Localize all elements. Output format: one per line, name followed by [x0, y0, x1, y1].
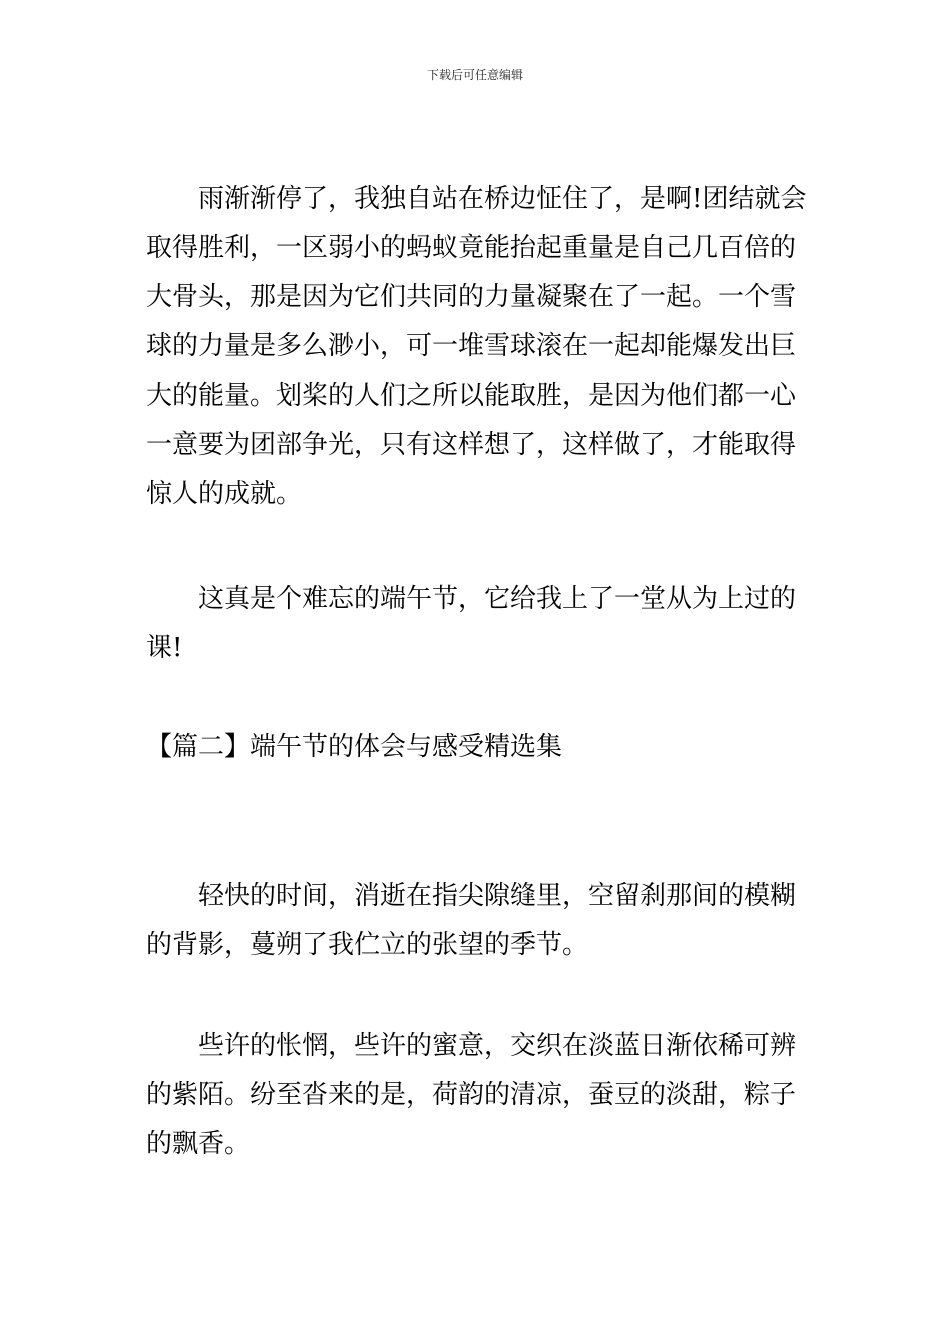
paragraph-3-line-1: 轻快的时间，消逝在指尖隙缝里，空留刹那间的模糊	[198, 881, 797, 911]
paragraph-1-line-1: 雨渐渐停了，我独自站在桥边怔住了，是啊!团结就会	[198, 184, 807, 214]
page-header-note: 下载后可任意编辑	[426, 68, 523, 82]
paragraph-4-line-3: 的飘香。	[146, 1129, 251, 1159]
paragraph-4-line-2: 的紫陌。纷至沓来的是，荷韵的清凉，蚕豆的淡甜，粽子	[146, 1080, 797, 1110]
paragraph-1-line-7: 惊人的成就。	[146, 479, 303, 509]
paragraph-2-line-1: 这真是个难忘的端午节，它给我上了一堂从为上过的	[198, 584, 797, 614]
paragraph-1-line-3: 大骨头，那是因为它们共同的力量凝聚在了一起。一个雪	[146, 282, 797, 312]
paragraph-4-line-1: 些许的怅惘，些许的蜜意，交织在淡蓝日渐依稀可辨	[198, 1031, 797, 1061]
section-heading: 【篇二】端午节的体会与感受精选集	[146, 732, 563, 762]
paragraph-2-line-2: 课!	[146, 633, 183, 663]
paragraph-1-line-2: 取得胜利，一区弱小的蚂蚁竟能抬起重量是自己几百倍的	[146, 233, 797, 263]
paragraph-3-line-2: 的背影，蔓朔了我伫立的张望的季节。	[146, 930, 589, 960]
paragraph-1-line-6: 一意要为团部争光，只有这样想了，这样做了，才能取得	[146, 430, 797, 460]
paragraph-1-line-5: 大的能量。划桨的人们之所以能取胜，是因为他们都一心	[146, 381, 797, 411]
paragraph-1-line-4: 球的力量是多么渺小，可一堆雪球滚在一起却能爆发出巨	[146, 331, 797, 361]
